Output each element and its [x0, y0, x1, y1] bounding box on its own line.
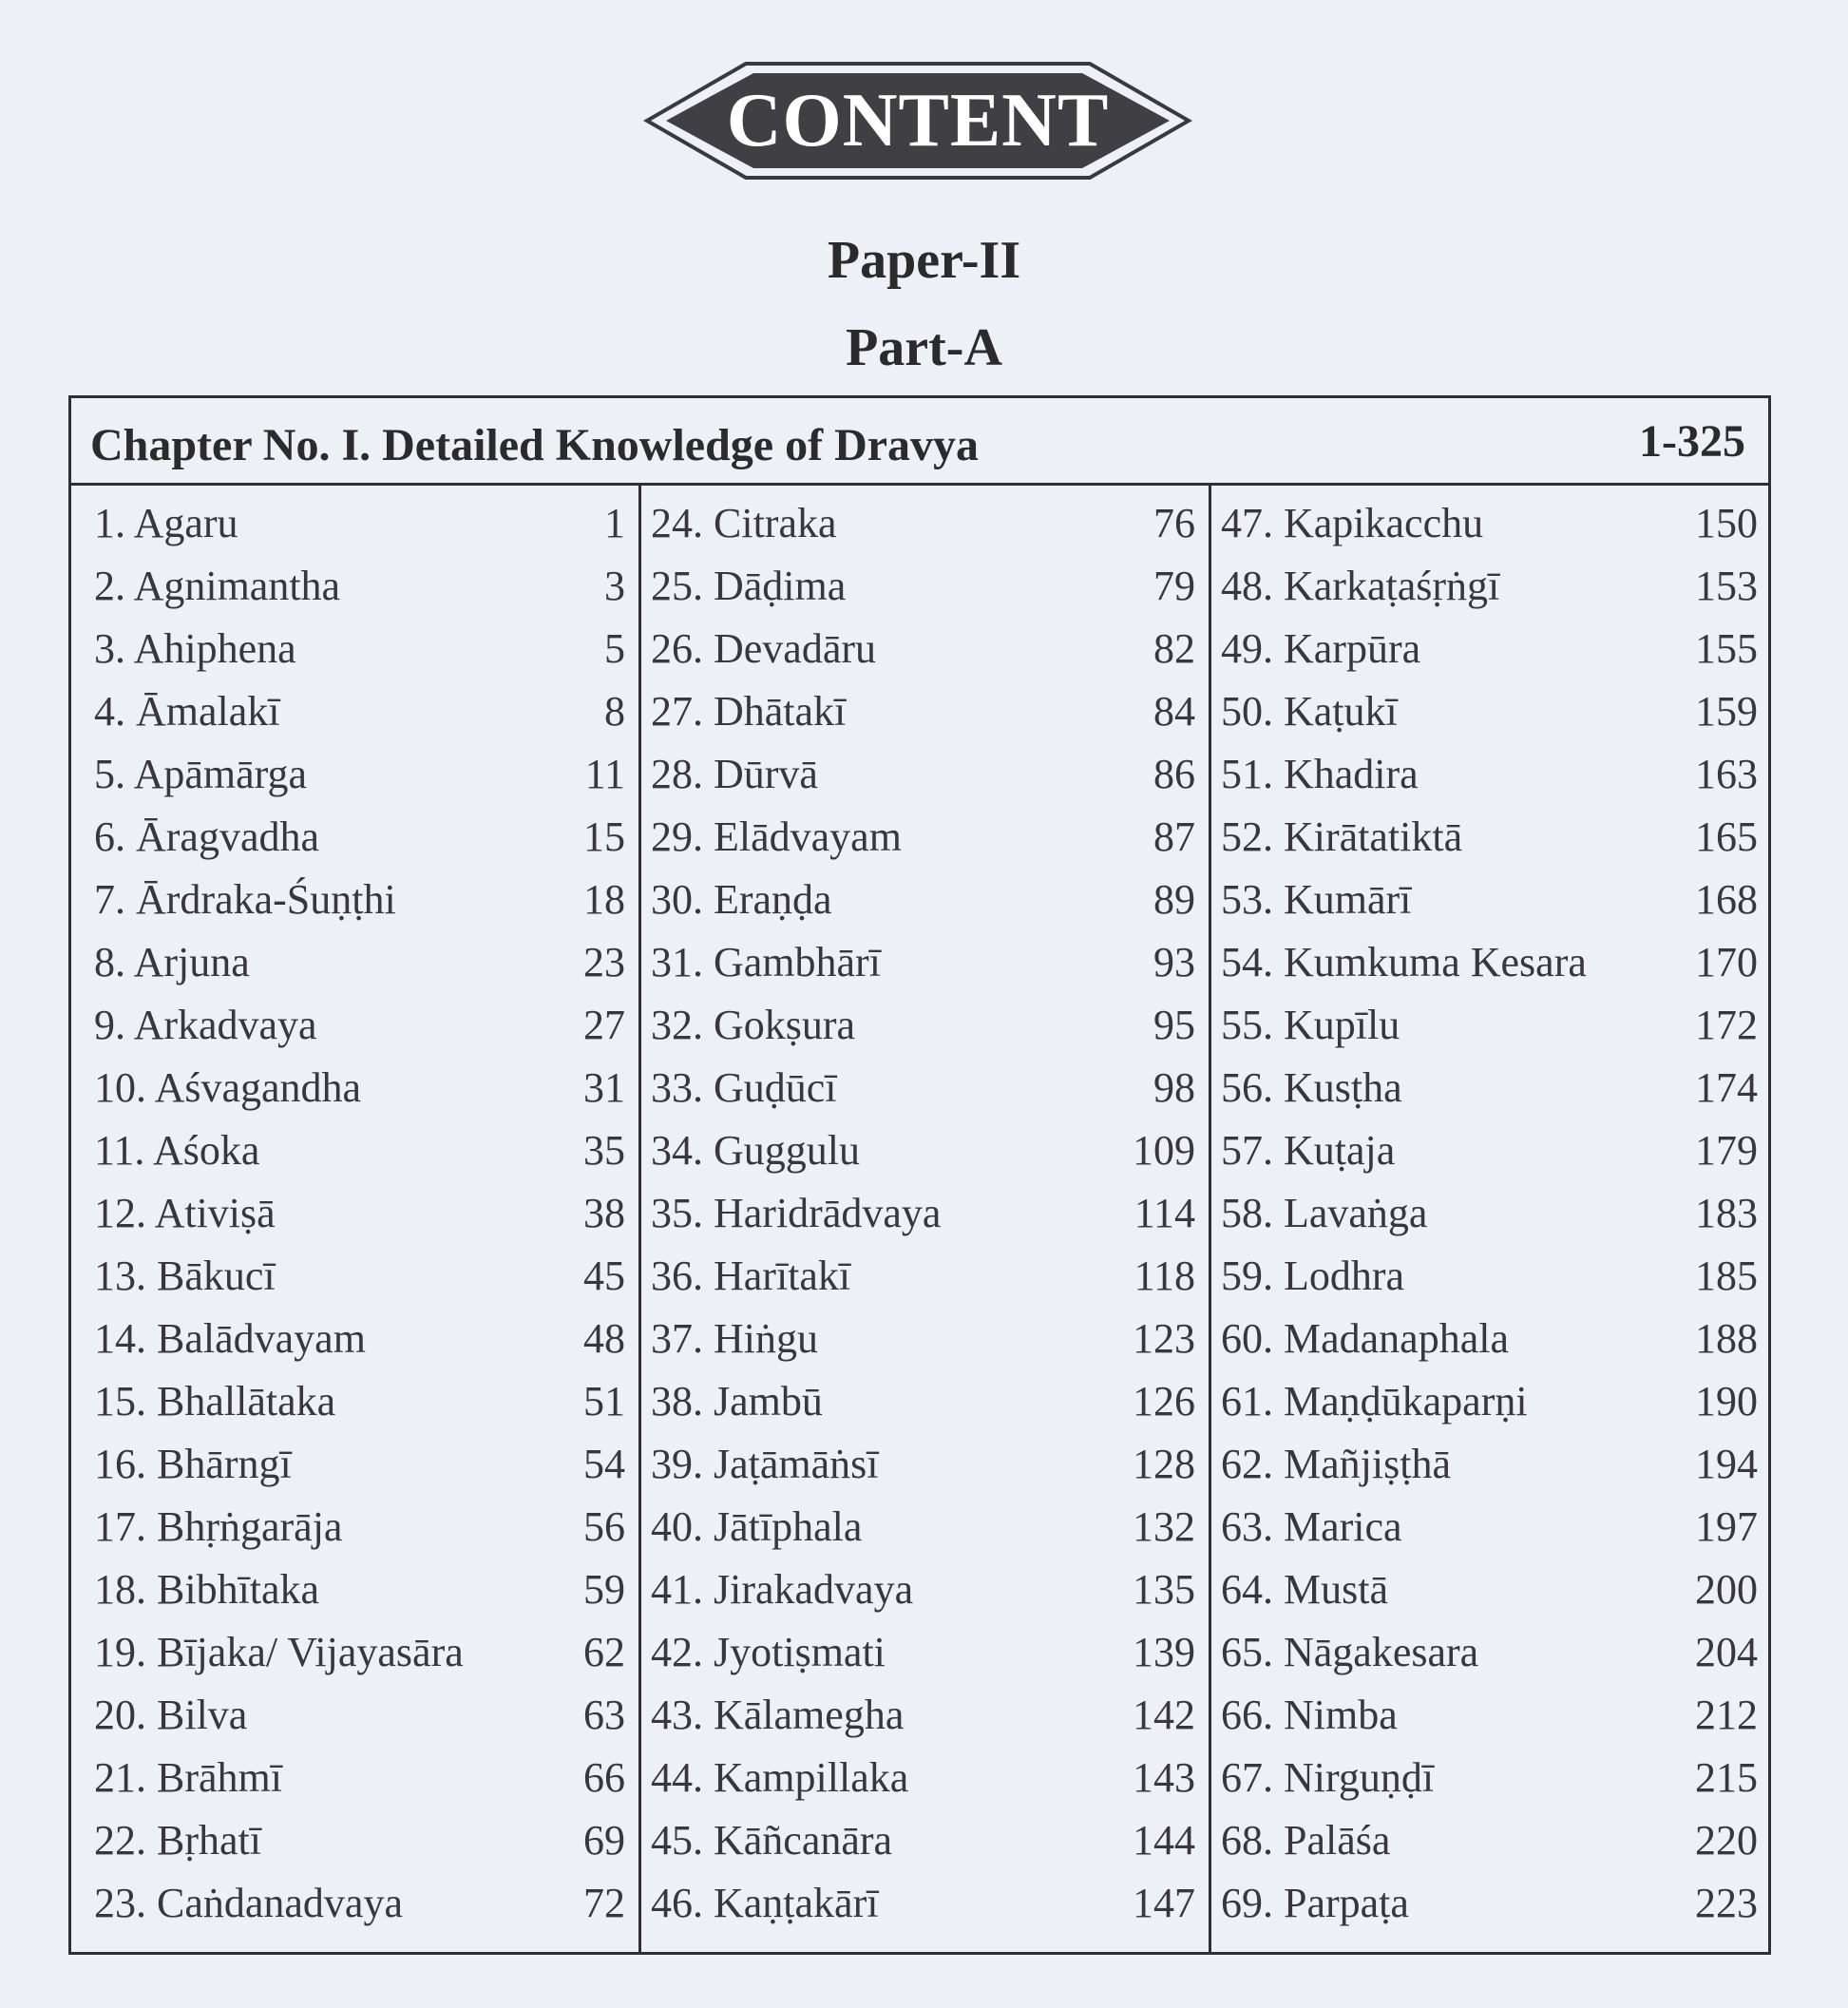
entry-page-number: 185 — [1695, 1253, 1758, 1299]
toc-entry — [71, 1809, 638, 1872]
entry-page-number: 163 — [1695, 751, 1758, 797]
chapter-header-row — [71, 398, 1768, 486]
toc-entry — [1211, 1872, 1771, 1935]
entry-page-number: 197 — [1695, 1503, 1758, 1550]
entry-name: 44. Kampillaka — [651, 1754, 909, 1801]
entry-page-number: 27 — [583, 1002, 625, 1048]
entry-name: 10. Aśvagandha — [94, 1064, 362, 1111]
entry-name: 39. Jaṭāmāṅsī — [651, 1441, 879, 1487]
entry-name: 15. Bhallātaka — [94, 1378, 336, 1425]
entry-page-number: 139 — [1133, 1629, 1195, 1675]
entry-page-number: 126 — [1133, 1378, 1195, 1425]
toc-entry — [1211, 1433, 1771, 1496]
toc-entry — [641, 1057, 1209, 1119]
entry-name: 54. Kumkuma Kesara — [1221, 939, 1587, 985]
entry-name: 49. Karpūra — [1221, 625, 1421, 672]
entry-page-number: 168 — [1695, 876, 1758, 923]
entry-page-number: 170 — [1695, 939, 1758, 985]
entry-page-number: 223 — [1695, 1880, 1758, 1926]
entry-name: 65. Nāgakesara — [1221, 1629, 1479, 1675]
entry-page-number: 23 — [583, 939, 625, 985]
toc-entry — [1211, 869, 1771, 931]
toc-entry — [71, 1433, 638, 1496]
entry-page-number: 153 — [1695, 563, 1758, 609]
entry-page-number: 220 — [1695, 1817, 1758, 1864]
toc-entry — [1211, 618, 1771, 680]
entry-page-number: 1 — [604, 500, 625, 546]
chapter-title: Chapter No. I. Detailed Knowledge of Dravya — [90, 420, 980, 470]
entry-name: 57. Kuṭaja — [1221, 1127, 1396, 1174]
entry-name: 42. Jyotiṣmati — [651, 1629, 886, 1675]
toc-entry — [1211, 1559, 1771, 1621]
entry-name: 51. Khadira — [1221, 751, 1419, 797]
toc-entry — [641, 1119, 1209, 1182]
entry-page-number: 215 — [1695, 1754, 1758, 1801]
toc-entry — [1211, 931, 1771, 994]
entry-name: 16. Bhārngī — [94, 1441, 292, 1487]
entry-page-number: 72 — [583, 1880, 625, 1926]
entry-name: 23. Caṅdanadvaya — [94, 1880, 403, 1926]
entry-page-number: 200 — [1695, 1566, 1758, 1613]
toc-entry — [641, 1872, 1209, 1935]
toc-entry — [71, 1119, 638, 1182]
toc-entry — [1211, 680, 1771, 743]
entry-page-number: 188 — [1695, 1315, 1758, 1362]
entry-page-number: 31 — [583, 1064, 625, 1111]
toc-entry — [641, 1182, 1209, 1245]
entry-page-number: 128 — [1133, 1441, 1195, 1487]
toc-entry — [1211, 806, 1771, 869]
entry-name: 46. Kaṇṭakārī — [651, 1880, 879, 1926]
toc-entry — [71, 994, 638, 1057]
toc-entry — [71, 492, 638, 555]
entry-page-number: 35 — [583, 1127, 625, 1174]
toc-entry — [641, 618, 1209, 680]
entry-name: 21. Brāhmī — [94, 1754, 282, 1801]
entry-name: 56. Kusṭha — [1221, 1064, 1402, 1111]
entry-name: 4. Āmalakī — [94, 688, 280, 735]
entry-page-number: 56 — [583, 1503, 625, 1550]
entry-name: 31. Gambhārī — [651, 939, 881, 985]
entry-page-number: 109 — [1133, 1127, 1195, 1174]
toc-column-1 — [71, 483, 641, 1955]
entry-page-number: 144 — [1133, 1817, 1195, 1864]
entry-name: 45. Kāñcanāra — [651, 1817, 893, 1864]
entry-name: 7. Ārdraka-Śuṇṭhi — [94, 876, 396, 923]
entry-page-number: 194 — [1695, 1441, 1758, 1487]
entry-page-number: 183 — [1695, 1190, 1758, 1236]
toc-entry — [641, 1809, 1209, 1872]
entry-name: 43. Kālamegha — [651, 1692, 905, 1738]
entry-page-number: 69 — [583, 1817, 625, 1864]
entry-page-number: 89 — [1153, 876, 1195, 923]
chapter-page-range: 1-325 — [1639, 416, 1745, 467]
toc-entry — [641, 1370, 1209, 1433]
toc-entry — [1211, 1496, 1771, 1559]
toc-entry — [1211, 1245, 1771, 1308]
entry-name: 50. Kaṭukī — [1221, 688, 1398, 735]
entry-name: 33. Guḍūcī — [651, 1064, 837, 1111]
entry-page-number: 159 — [1695, 688, 1758, 735]
entry-page-number: 15 — [583, 813, 625, 860]
entry-name: 69. Parpaṭa — [1221, 1880, 1409, 1926]
entry-page-number: 174 — [1695, 1064, 1758, 1111]
entry-name: 59. Lodhra — [1221, 1253, 1405, 1299]
entry-page-number: 143 — [1133, 1754, 1195, 1801]
entry-page-number: 172 — [1695, 1002, 1758, 1048]
entry-name: 19. Bījaka/ Vijayasāra — [94, 1629, 464, 1675]
toc-entry — [1211, 1308, 1771, 1370]
toc-entry — [71, 1872, 638, 1935]
entry-name: 27. Dhātakī — [651, 688, 847, 735]
toc-entry — [71, 1747, 638, 1809]
entry-name: 41. Jirakadvaya — [651, 1566, 914, 1613]
entry-page-number: 59 — [583, 1566, 625, 1613]
paper-heading: Paper-II — [827, 231, 1021, 290]
toc-entry — [641, 869, 1209, 931]
entry-name: 67. Nirguṇḍī — [1221, 1754, 1435, 1801]
toc-entry — [71, 806, 638, 869]
entry-page-number: 18 — [583, 876, 625, 923]
entry-name: 61. Maṇḍūkaparṇi — [1221, 1378, 1528, 1425]
part-heading: Part-A — [846, 318, 1002, 377]
entry-name: 22. Bṛhatī — [94, 1817, 261, 1864]
toc-entry — [641, 492, 1209, 555]
entry-page-number: 5 — [604, 625, 625, 672]
entry-name: 5. Apāmārga — [94, 751, 308, 797]
entry-name: 36. Harītakī — [651, 1253, 851, 1299]
entry-name: 20. Bilva — [94, 1692, 248, 1738]
toc-entry — [71, 1559, 638, 1621]
entry-page-number: 38 — [583, 1190, 625, 1236]
entry-name: 11. Aśoka — [94, 1127, 260, 1174]
entry-name: 34. Guggulu — [651, 1127, 860, 1174]
entry-page-number: 84 — [1153, 688, 1195, 735]
toc-entry — [1211, 1747, 1771, 1809]
entry-page-number: 51 — [583, 1378, 625, 1425]
toc-entry — [71, 618, 638, 680]
toc-entry — [71, 555, 638, 618]
toc-entry — [1211, 1684, 1771, 1747]
toc-entry — [71, 1057, 638, 1119]
toc-column-3 — [1211, 483, 1771, 1955]
entry-page-number: 8 — [604, 688, 625, 735]
entry-name: 58. Lavaṅga — [1221, 1190, 1428, 1236]
toc-entry — [1211, 555, 1771, 618]
toc-entry — [1211, 1809, 1771, 1872]
toc-entry — [1211, 1621, 1771, 1684]
entry-page-number: 48 — [583, 1315, 625, 1362]
entry-page-number: 54 — [583, 1441, 625, 1487]
entry-page-number: 190 — [1695, 1378, 1758, 1425]
toc-column-2 — [641, 483, 1211, 1955]
toc-entry — [71, 1308, 638, 1370]
entry-name: 53. Kumārī — [1221, 876, 1412, 923]
toc-entry — [641, 806, 1209, 869]
entry-page-number: 3 — [604, 563, 625, 609]
entry-name: 1. Agaru — [94, 500, 238, 546]
entry-page-number: 95 — [1153, 1002, 1195, 1048]
entry-page-number: 66 — [583, 1754, 625, 1801]
entry-page-number: 150 — [1695, 500, 1758, 546]
entry-name: 17. Bhṛṅgarāja — [94, 1503, 343, 1550]
entry-name: 2. Agnimantha — [94, 563, 341, 609]
entry-name: 9. Arkadvaya — [94, 1002, 317, 1048]
toc-entry — [641, 743, 1209, 806]
entry-page-number: 114 — [1134, 1190, 1195, 1236]
toc-entry — [641, 994, 1209, 1057]
toc-entry — [71, 680, 638, 743]
entry-name: 48. Karkaṭaśṛṅgī — [1221, 563, 1500, 609]
toc-entry — [641, 1433, 1209, 1496]
entry-name: 68. Palāśa — [1221, 1817, 1391, 1864]
entry-name: 47. Kapikacchu — [1221, 500, 1484, 546]
toc-entry — [641, 1245, 1209, 1308]
content-title: CONTENT — [726, 78, 1110, 163]
entry-page-number: 132 — [1133, 1503, 1195, 1550]
toc-entry — [641, 1621, 1209, 1684]
entry-name: 66. Nimba — [1221, 1692, 1398, 1738]
entry-name: 24. Citraka — [651, 500, 837, 546]
toc-entry — [641, 1747, 1209, 1809]
entry-name: 64. Mustā — [1221, 1566, 1388, 1613]
toc-entry — [71, 869, 638, 931]
entry-name: 14. Balādvayam — [94, 1315, 366, 1362]
entry-page-number: 11 — [584, 751, 625, 797]
entry-page-number: 82 — [1153, 625, 1195, 672]
toc-entry — [71, 1684, 638, 1747]
entry-page-number: 179 — [1695, 1127, 1758, 1174]
entry-name: 30. Eraṇḍa — [651, 876, 832, 923]
entry-name: 55. Kupīlu — [1221, 1002, 1400, 1048]
toc-entry — [1211, 1119, 1771, 1182]
entry-name: 8. Arjuna — [94, 939, 250, 985]
toc-entry — [71, 931, 638, 994]
entry-page-number: 86 — [1153, 751, 1195, 797]
toc-entry — [1211, 1182, 1771, 1245]
entry-name: 26. Devadāru — [651, 625, 877, 672]
entry-page-number: 142 — [1133, 1692, 1195, 1738]
entry-page-number: 45 — [583, 1253, 625, 1299]
entry-page-number: 123 — [1133, 1315, 1195, 1362]
entry-page-number: 165 — [1695, 813, 1758, 860]
entry-name: 18. Bibhītaka — [94, 1566, 320, 1613]
entry-page-number: 212 — [1695, 1692, 1758, 1738]
toc-entry — [641, 1559, 1209, 1621]
entry-name: 12. Ativiṣā — [94, 1190, 276, 1236]
entry-name: 63. Marica — [1221, 1503, 1402, 1550]
entry-name: 60. Madanaphala — [1221, 1315, 1509, 1362]
toc-entry — [641, 1684, 1209, 1747]
entry-page-number: 155 — [1695, 625, 1758, 672]
toc-entry — [71, 1182, 638, 1245]
content-badge — [641, 59, 1194, 182]
entry-page-number: 93 — [1153, 939, 1195, 985]
entry-page-number: 147 — [1133, 1880, 1195, 1926]
entry-name: 38. Jambū — [651, 1378, 823, 1425]
toc-entry — [1211, 994, 1771, 1057]
entry-name: 32. Gokṣura — [651, 1002, 856, 1048]
entry-page-number: 98 — [1153, 1064, 1195, 1111]
entry-name: 35. Haridrādvaya — [651, 1190, 942, 1236]
entry-page-number: 62 — [583, 1629, 625, 1675]
toc-entry — [1211, 1057, 1771, 1119]
toc-entry — [1211, 1370, 1771, 1433]
toc-entry — [71, 743, 638, 806]
entry-name: 3. Ahiphena — [94, 625, 296, 672]
entry-name: 62. Mañjiṣṭhā — [1221, 1441, 1451, 1487]
entry-page-number: 135 — [1133, 1566, 1195, 1613]
toc-entry — [71, 1245, 638, 1308]
entry-name: 25. Dāḍima — [651, 563, 847, 609]
entry-name: 40. Jātīphala — [651, 1503, 863, 1550]
toc-entry — [71, 1370, 638, 1433]
entry-name: 37. Hiṅgu — [651, 1315, 818, 1362]
toc-entry — [71, 1621, 638, 1684]
entry-name: 52. Kirātatiktā — [1221, 813, 1463, 860]
entry-name: 28. Dūrvā — [651, 751, 818, 797]
entry-page-number: 76 — [1153, 500, 1195, 546]
contents-table — [68, 395, 1771, 1955]
entry-page-number: 79 — [1153, 563, 1195, 609]
entry-name: 13. Bākucī — [94, 1253, 276, 1299]
toc-entry — [71, 1496, 638, 1559]
toc-entry — [641, 680, 1209, 743]
entry-name: 29. Elādvayam — [651, 813, 902, 860]
entry-page-number: 63 — [583, 1692, 625, 1738]
entry-page-number: 87 — [1153, 813, 1195, 860]
toc-entry — [641, 1496, 1209, 1559]
toc-entry — [641, 931, 1209, 994]
toc-entry — [641, 1308, 1209, 1370]
toc-entry — [641, 555, 1209, 618]
toc-entry — [1211, 492, 1771, 555]
entry-page-number: 204 — [1695, 1629, 1758, 1675]
entry-page-number: 118 — [1134, 1253, 1195, 1299]
entry-name: 6. Āragvadha — [94, 813, 320, 860]
toc-entry — [1211, 743, 1771, 806]
